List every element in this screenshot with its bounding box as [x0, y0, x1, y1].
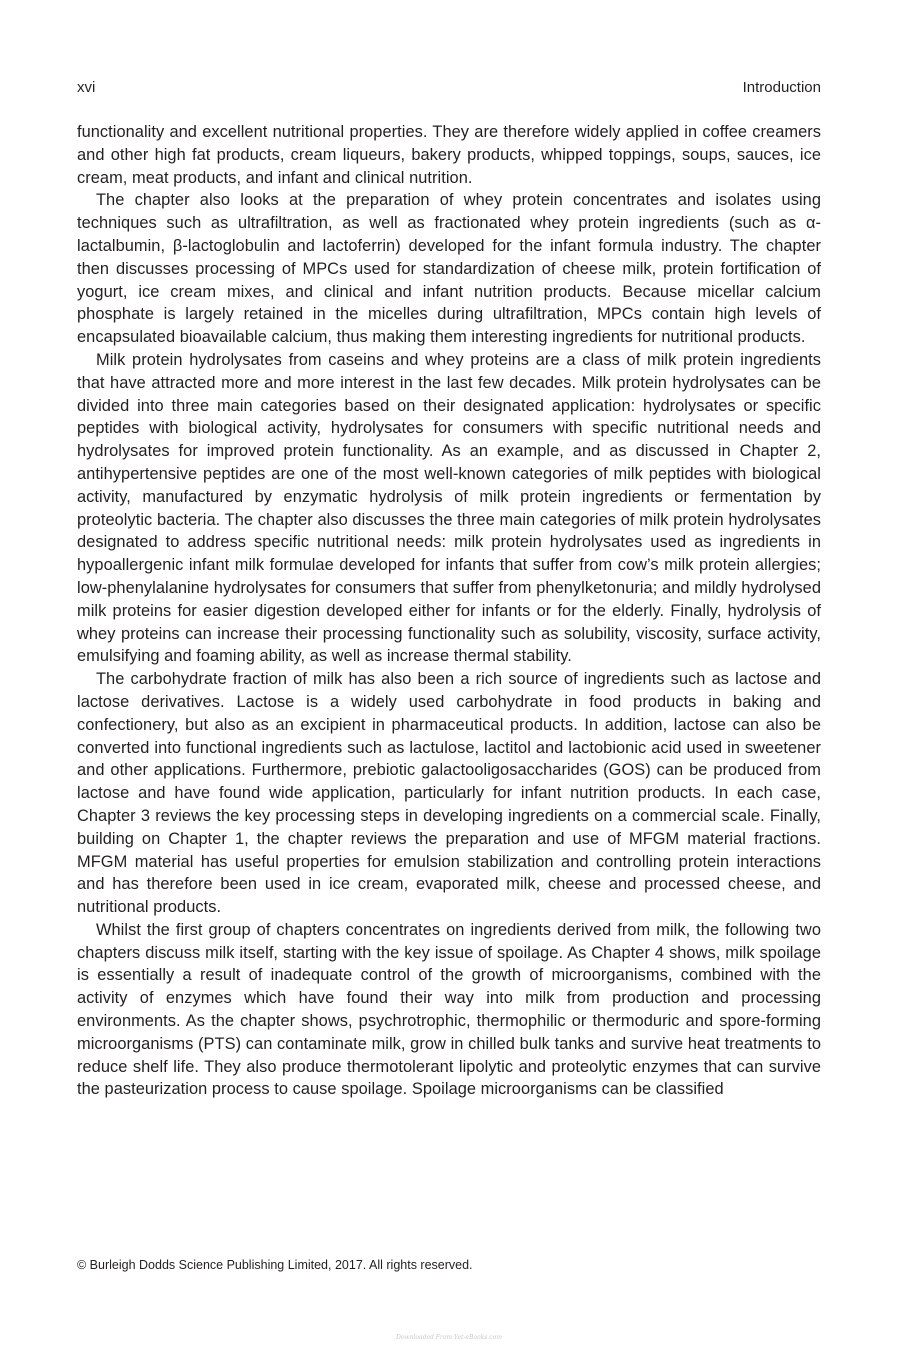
section-title: Introduction [742, 79, 821, 96]
download-watermark: Downloaded From Yet-eBooks.com [396, 1334, 502, 1341]
page-number: xvi [77, 79, 96, 96]
paragraph-carbohydrate: The carbohydrate fraction of milk has also been a rich source of ingredients such as lactose and lactose derivatives. Lactose is a widely used carbohydrate in food products in baking and confectionery, but also as an excipient in pharmaceutical products. In addition, lactose can also be converted into functional ingredients such as lactulose, lactitol and lactobionic acid used in sweetener and other applications. Furthermore, prebiotic galactooligosaccharides (GOS) can be produced from lactose and have found wide application, particularly for infant nutrition products. In each case, Chapter 3 reviews the key processing steps in developing ingredients on a commercial scale. Finally, building on Chapter 1, the chapter reviews the preparation and use of MFGM material fractions. MFGM material has useful properties for emulsion stabilization and controlling protein interactions and has therefore been used in ice cream, evaporated milk, cheese and processed cheese, and nutritional products. [77, 670, 821, 917]
copyright-notice: © Burleigh Dodds Science Publishing Limited, 2017. All rights reserved. [77, 1258, 473, 1272]
paragraph-continuation: functionality and excellent nutritional properties. They are therefore widely applied in coffee creamers and other high fat products, cream liqueurs, bakery products, whipped toppings, soups, sauces, ice cream, meat products, and infant and clinical nutrition. [77, 123, 821, 187]
paragraph-whey-protein: The chapter also looks at the preparation of whey protein concentrates and isolates using techniques such as ultrafiltration, as well as fractionated whey protein ingredients (such as α-lactalbumin, β-lactoglobulin and lactoferrin) developed for the infant formula industry. The chapter then discusses processing of MPCs used for standardization of cheese milk, protein fortification of yogurt, ice cream mixes, and clinical and infant nutrition products. Because micellar calcium phosphate is largely retained in the micelles during ultrafiltration, MPCs contain high levels of encapsulated bioavailable calcium, thus making them interesting ingredients for nutritional products. [77, 191, 821, 347]
body-text [77, 121, 821, 1101]
paragraph-hydrolysates: Milk protein hydrolysates from caseins and whey proteins are a class of milk protein ingredients that have attracted more and more interest in the last few decades. Milk protein hydrolysates can be divided into three main categories based on their designated application: hydrolysates or specific peptides with biological activity, hydrolysates for consumers with specific nutritional needs and hydrolysates for improved protein functionality. As an example, and as discussed in Chapter 2, antihypertensive peptides are one of the most well-known categories of milk peptides with biological activity, manufactured by enzymatic hydrolysis of milk protein ingredients or fermentation by proteolytic bacteria. The chapter also discusses the three main categories of milk protein hydrolysates designated to address specific nutritional needs: milk protein hydrolysates used as ingredients in hypoallergenic infant milk formulae developed for infants that suffer from cow’s milk protein allergies; low-phenylalanine hydrolysates for consumers that suffer from phenylketonuria; and mildly hydrolysed milk proteins for easier digestion developed either for infants or for the elderly. Finally, hydrolysis of whey proteins can increase their processing functionality such as solubility, viscosity, surface activity, emulsifying and foaming ability, as well as increase thermal stability. [77, 350, 821, 666]
paragraph-spoilage: Whilst the first group of chapters concentrates on ingredients derived from milk, the following two chapters discuss milk itself, starting with the key issue of spoilage. As Chapter 4 shows, milk spoilage is essentially a result of inadequate control of the growth of microorganisms, combined with the activity of enzymes which have found their way into milk from production and processing environments. As the chapter shows, psychrotrophic, thermophilic or thermoduric and spore-forming microorganisms (PTS) can contaminate milk, grow in chilled bulk tanks and survive heat treatments to reduce shelf life. They also produce thermotolerant lipolytic and proteolytic enzymes that can survive the pasteurization process to cause spoilage. Spoilage microorganisms can be classified [77, 920, 821, 1099]
running-head [77, 78, 821, 98]
